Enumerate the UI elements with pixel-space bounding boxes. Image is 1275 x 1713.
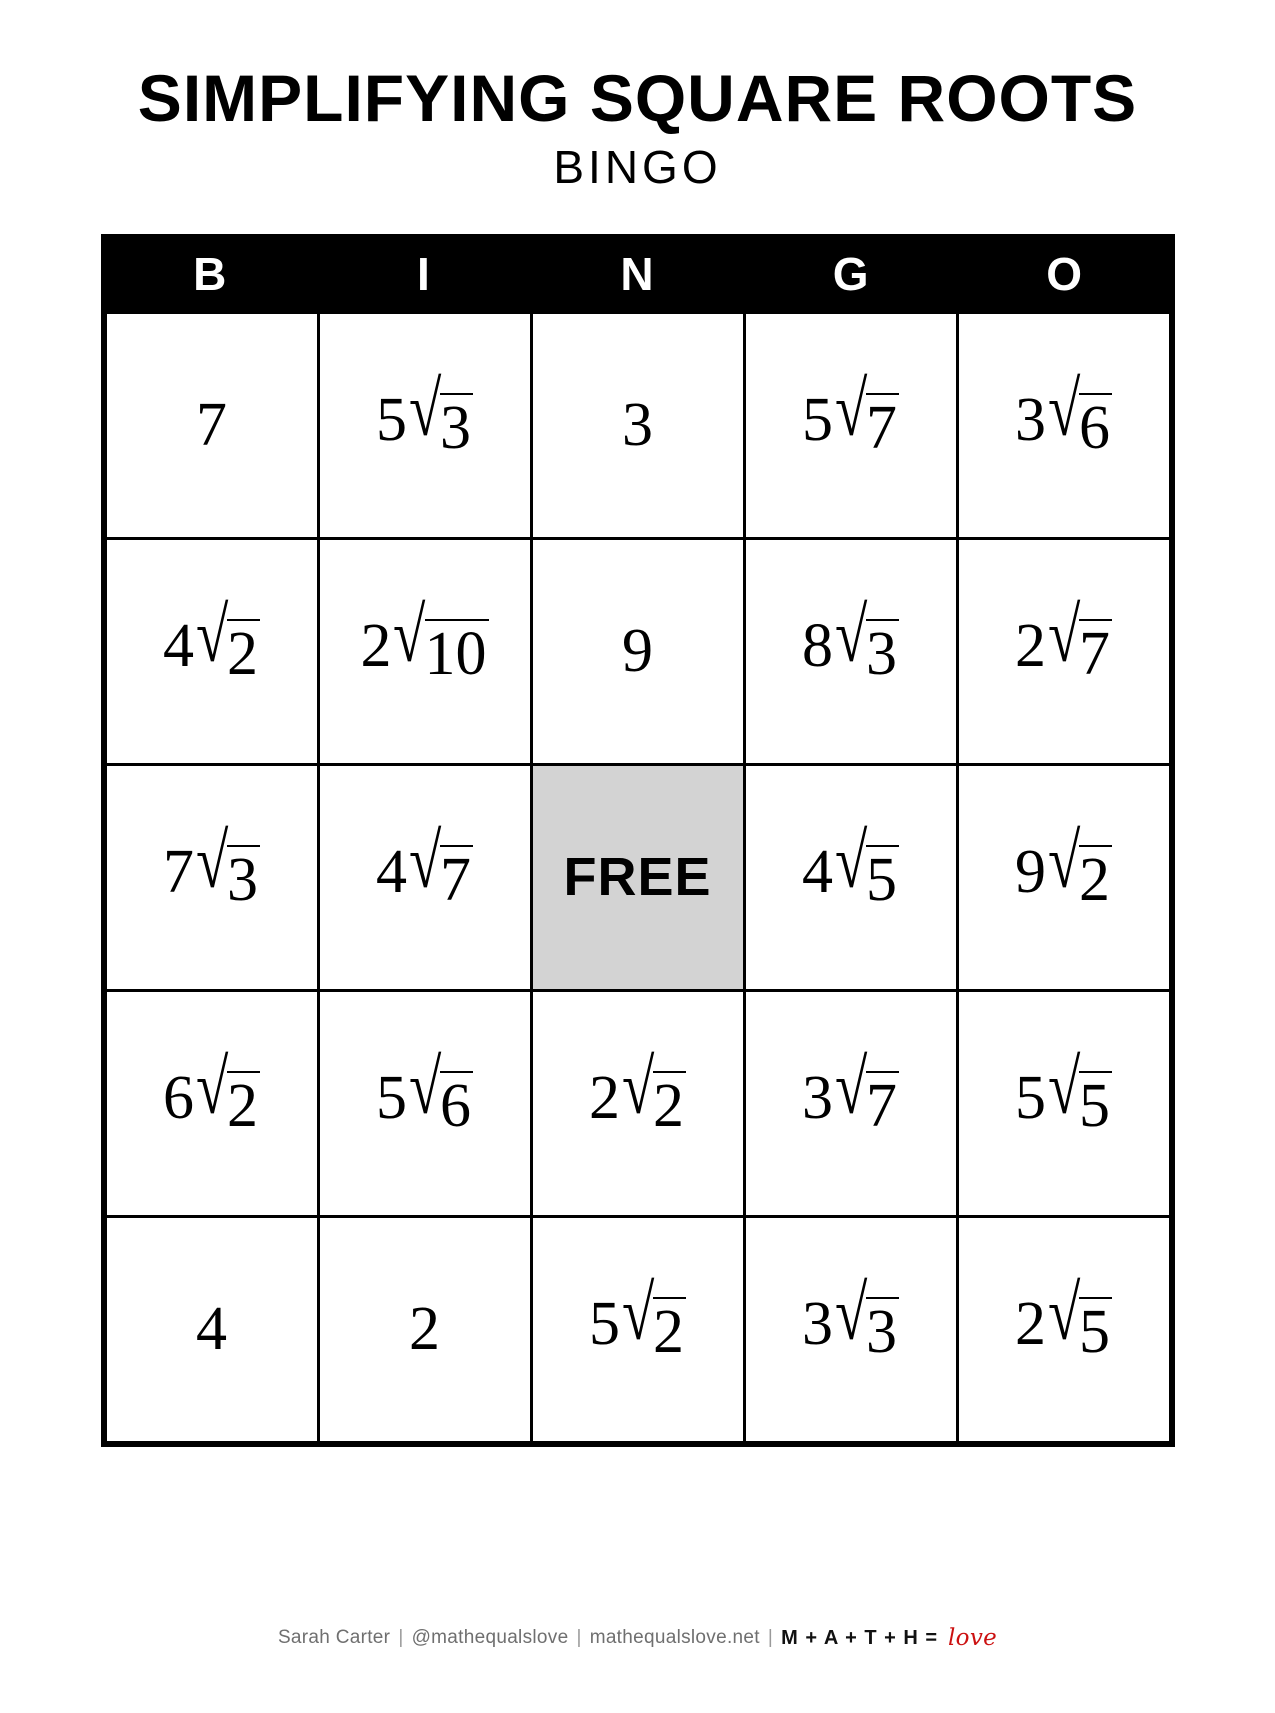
radicand: 10: [424, 620, 487, 689]
radical-expression: [162, 819, 260, 915]
radical-expression: [375, 819, 473, 915]
square-root-icon: √: [834, 593, 868, 679]
square-root-icon: √: [1047, 367, 1081, 453]
radical-expression: [162, 593, 260, 689]
bingo-cell[interactable]: [320, 314, 533, 540]
radical-sign-group: [1047, 593, 1112, 689]
bingo-cell[interactable]: [959, 992, 1172, 1218]
square-root-icon: √: [834, 819, 868, 905]
coefficient: 5: [588, 1290, 620, 1359]
bingo-cell-free[interactable]: FREE: [533, 766, 746, 992]
coefficient: 2: [1014, 1290, 1046, 1359]
bingo-cell[interactable]: [746, 540, 959, 766]
page-title: SIMPLIFYING SQUARE ROOTS: [137, 61, 1138, 135]
radical-sign-group: [195, 819, 260, 915]
square-root-icon: √: [408, 367, 442, 453]
bingo-cell[interactable]: [746, 1218, 959, 1444]
radical-sign-group: [834, 1045, 899, 1141]
bingo-cell[interactable]: [959, 314, 1172, 540]
coefficient: 7: [162, 838, 194, 907]
footer-site: mathequalslove.net: [589, 1627, 760, 1648]
radical-sign-group: [834, 367, 899, 463]
bingo-row: [104, 1218, 1172, 1444]
radical-sign-group: [1047, 819, 1112, 915]
bingo-card-page: [0, 61, 1275, 1713]
bingo-cell[interactable]: [320, 992, 533, 1218]
radicand: 6: [1079, 394, 1111, 463]
square-root-icon: √: [1047, 1045, 1081, 1131]
radical-expression: [375, 1045, 473, 1141]
radical-expression: [588, 1045, 686, 1141]
radicand: 3: [440, 394, 472, 463]
radical-expression: [196, 391, 227, 460]
radical-sign-group: [621, 1271, 686, 1367]
radical-expression: [622, 617, 653, 686]
coefficient: 2: [360, 612, 392, 681]
footer-brand: M + A + T + H =: [781, 1626, 939, 1649]
radical-expression: [1014, 1271, 1112, 1367]
square-root-icon: √: [1047, 1271, 1081, 1357]
square-root-icon: √: [834, 367, 868, 453]
square-root-icon: √: [195, 593, 229, 679]
coefficient: 3: [622, 391, 653, 460]
square-root-icon: √: [408, 1045, 442, 1131]
radicand: 2: [653, 1072, 685, 1141]
bingo-header-o: O: [1046, 247, 1084, 300]
radicand: 6: [440, 1072, 472, 1141]
radical-sign-group: [834, 819, 899, 915]
radical-sign-group: [408, 1045, 473, 1141]
radical-sign-group: [1047, 1045, 1112, 1141]
radicand: 5: [866, 846, 898, 915]
bingo-header-g: G: [832, 247, 870, 300]
bingo-row: [104, 314, 1172, 540]
coefficient: 9: [622, 617, 653, 686]
radical-sign-group: [408, 819, 473, 915]
coefficient: 3: [801, 1064, 833, 1133]
coefficient: 2: [1014, 612, 1046, 681]
footer-separator-2: |: [576, 1627, 582, 1648]
radical-sign-group: [408, 367, 473, 463]
coefficient: 5: [1014, 1064, 1046, 1133]
radical-sign-group: [834, 593, 899, 689]
coefficient: 2: [588, 1064, 620, 1133]
bingo-cell[interactable]: [746, 314, 959, 540]
coefficient: 7: [196, 391, 227, 460]
square-root-icon: √: [621, 1045, 655, 1131]
bingo-grid: [101, 234, 1175, 1447]
radical-expression: [801, 1045, 899, 1141]
bingo-header-n: N: [620, 247, 655, 300]
bingo-cell[interactable]: [533, 540, 746, 766]
radicand: 7: [866, 1072, 898, 1141]
coefficient: 5: [801, 386, 833, 455]
bingo-grid-body: [104, 314, 1172, 1444]
coefficient: 4: [801, 838, 833, 907]
radicand: 7: [866, 394, 898, 463]
radical-sign-group: [834, 1271, 899, 1367]
square-root-icon: √: [834, 1271, 868, 1357]
radicand: 3: [866, 1298, 898, 1367]
bingo-cell[interactable]: [320, 540, 533, 766]
bingo-header-b: B: [193, 247, 228, 300]
coefficient: 2: [409, 1295, 440, 1364]
radical-sign-group: [195, 1045, 260, 1141]
bingo-cell[interactable]: [533, 314, 746, 540]
radical-expression: [801, 819, 899, 915]
radical-expression: [1014, 1045, 1112, 1141]
footer-love-script: love: [948, 1625, 998, 1651]
radical-expression: [360, 593, 488, 689]
radical-expression: [801, 593, 899, 689]
bingo-cell[interactable]: [959, 766, 1172, 992]
bingo-header-i: I: [417, 247, 431, 300]
bingo-cell[interactable]: [320, 766, 533, 992]
coefficient: 4: [196, 1295, 227, 1364]
bingo-cell[interactable]: [533, 992, 746, 1218]
square-root-icon: √: [621, 1271, 655, 1357]
square-root-icon: √: [1047, 593, 1081, 679]
footer-separator-3: |: [767, 1627, 774, 1648]
radical-expression: [1014, 819, 1112, 915]
square-root-icon: √: [195, 1045, 229, 1131]
radical-expression: [409, 1295, 440, 1364]
bingo-header-row: [104, 234, 1172, 314]
square-root-icon: √: [834, 1045, 868, 1131]
radical-expression: [196, 1295, 227, 1364]
bingo-cell[interactable]: [104, 992, 320, 1218]
square-root-icon: √: [1047, 819, 1081, 905]
footer: [0, 1625, 1275, 1651]
square-root-icon: √: [195, 819, 229, 905]
radical-sign-group: [393, 593, 488, 689]
coefficient: 3: [1014, 386, 1046, 455]
radical-sign-group: [1047, 1271, 1112, 1367]
page-subtitle: BINGO: [553, 141, 722, 194]
radical-expression: [801, 367, 899, 463]
bingo-cell[interactable]: [104, 540, 320, 766]
footer-author: Sarah Carter: [277, 1627, 391, 1648]
radical-expression: [801, 1271, 899, 1367]
square-root-icon: √: [393, 593, 426, 679]
radicand: 2: [653, 1298, 685, 1367]
bingo-row: [104, 992, 1172, 1218]
radical-sign-group: [1047, 367, 1112, 463]
bingo-cell[interactable]: [533, 1218, 746, 1444]
coefficient: 5: [375, 1064, 407, 1133]
coefficient: 4: [375, 838, 407, 907]
radical-expression: [162, 1045, 260, 1141]
radicand: 5: [1079, 1298, 1111, 1367]
radical-expression: [1014, 367, 1112, 463]
bingo-cell[interactable]: [746, 766, 959, 992]
footer-handle: @mathequalslove: [411, 1627, 569, 1648]
bingo-cell[interactable]: [959, 1218, 1172, 1444]
square-root-icon: √: [408, 819, 442, 905]
radicand: 7: [440, 846, 472, 915]
coefficient: 6: [162, 1064, 194, 1133]
bingo-cell[interactable]: [959, 540, 1172, 766]
radical-expression: [622, 391, 653, 460]
coefficient: 9: [1014, 838, 1046, 907]
coefficient: 3: [801, 1290, 833, 1359]
coefficient: 4: [162, 612, 194, 681]
radicand: 3: [227, 846, 259, 915]
radical-expression: [588, 1271, 686, 1367]
radicand: 7: [1079, 620, 1111, 689]
coefficient: 5: [375, 386, 407, 455]
radicand: 3: [866, 620, 898, 689]
bingo-cell[interactable]: [104, 766, 320, 992]
coefficient: 8: [801, 612, 833, 681]
bingo-cell[interactable]: [746, 992, 959, 1218]
bingo-row: [104, 540, 1172, 766]
radical-expression: [1014, 593, 1112, 689]
footer-separator-1: |: [398, 1627, 404, 1648]
radical-expression: [375, 367, 473, 463]
bingo-cell[interactable]: [104, 314, 320, 540]
radicand: 5: [1079, 1072, 1111, 1141]
bingo-cell[interactable]: [104, 1218, 320, 1444]
bingo-row: [104, 766, 1172, 992]
radicand: 2: [227, 620, 259, 689]
radicand: 2: [227, 1072, 259, 1141]
radical-sign-group: [621, 1045, 686, 1141]
radical-sign-group: [195, 593, 260, 689]
bingo-cell[interactable]: [320, 1218, 533, 1444]
radicand: 2: [1079, 846, 1111, 915]
